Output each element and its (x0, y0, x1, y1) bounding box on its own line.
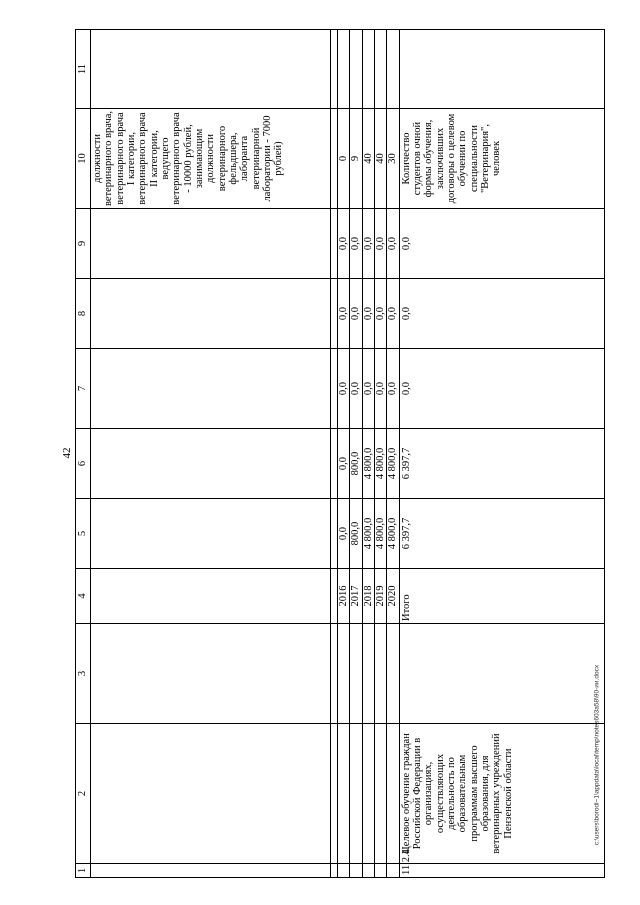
cell-empty (91, 624, 331, 724)
continued-block-text-row (91, 30, 331, 878)
col-header-10: 10 (76, 109, 91, 209)
year-row (374, 30, 386, 878)
value-col6: 800,0 (350, 429, 362, 499)
footer-file-path: c:\users\borodi~1\appdata\local\temp\notes603a58\90-ии.docx (593, 664, 601, 846)
cell-empty (91, 209, 331, 279)
column-number-row (76, 30, 91, 878)
col-header-7: 7 (76, 349, 91, 429)
value-col6: 4 800,0 (362, 429, 374, 499)
year-row (338, 30, 350, 878)
value-col8: 0,0 (362, 279, 374, 349)
page-number: 42 (61, 447, 73, 459)
indicator-text-continued: должности ветеринарного врача, ветеринарного врача I категории, ветеринарного врача II категории, ведущего ветеринарного врача - 10000 рублей, занимающим должности ветеринарного фельдшера, лаборанта ветеринарной лаборатории - 7000 рублей) (91, 109, 331, 209)
value-col9: 0,0 (338, 209, 350, 279)
value-col5: 0,0 (338, 499, 350, 569)
total-col9: 0,0 (399, 209, 604, 279)
item-name: Целевое обучение граждан Российской Федерации в организациях, осуществляющих деятельность по образовательным программам высшего образования, для ветеринарных учреждений Пензенской области (399, 724, 604, 864)
year-row (350, 30, 362, 878)
value-col5: 4 800,0 (387, 499, 399, 569)
year-cell: 2019 (374, 569, 386, 624)
value-col8: 0,0 (350, 279, 362, 349)
year-cell: 2017 (350, 569, 362, 624)
value-col7: 0,0 (338, 349, 350, 429)
value-col5: 4 800,0 (374, 499, 386, 569)
year-row (362, 30, 374, 878)
program-measures-table (75, 29, 605, 878)
cell-empty (91, 864, 331, 878)
value-col10: 40 (374, 109, 386, 209)
col-header-6: 6 (76, 429, 91, 499)
item-number: 11.2.4. (399, 864, 604, 878)
value-col6: 4 800,0 (374, 429, 386, 499)
value-col8: 0,0 (338, 279, 350, 349)
item-total-row (399, 30, 604, 878)
value-col10: 0 (338, 109, 350, 209)
col-header-4: 4 (76, 569, 91, 624)
cell-empty (91, 279, 331, 349)
total-col6: 6 397,7 (399, 429, 604, 499)
value-col7: 0,0 (387, 349, 399, 429)
value-col7: 0,0 (374, 349, 386, 429)
cell-empty (399, 624, 604, 724)
total-col7: 0,0 (399, 349, 604, 429)
col-header-5: 5 (76, 499, 91, 569)
cell-empty (91, 499, 331, 569)
cell-empty (91, 724, 331, 864)
spacer-row (331, 30, 338, 878)
cell-empty (91, 569, 331, 624)
col-header-1: 1 (76, 864, 91, 878)
value-col9: 0,0 (362, 209, 374, 279)
value-col10: 40 (362, 109, 374, 209)
total-label: Итого (399, 569, 604, 624)
col-header-11: 11 (76, 30, 91, 109)
value-col8: 0,0 (374, 279, 386, 349)
cell-empty (91, 429, 331, 499)
year-row (387, 30, 399, 878)
rotated-table-container (75, 30, 605, 878)
col-header-2: 2 (76, 724, 91, 864)
year-cell: 2016 (338, 569, 350, 624)
value-col6: 0,0 (338, 429, 350, 499)
year-cell: 2020 (387, 569, 399, 624)
value-col9: 0,0 (350, 209, 362, 279)
value-col9: 0,0 (374, 209, 386, 279)
year-cell: 2018 (362, 569, 374, 624)
cell-empty (399, 30, 604, 109)
value-col8: 0,0 (387, 279, 399, 349)
value-col5: 4 800,0 (362, 499, 374, 569)
item-indicator: Количество студентов очной формы обучения, заключивших договоры о целевом обучении по специальности "Ветеринария", человек (399, 109, 604, 209)
cell-empty (91, 30, 331, 109)
value-col9: 0,0 (387, 209, 399, 279)
col-header-3: 3 (76, 624, 91, 724)
value-col7: 0,0 (350, 349, 362, 429)
value-col5: 800,0 (350, 499, 362, 569)
cell-empty (91, 349, 331, 429)
value-col10: 9 (350, 109, 362, 209)
col-header-8: 8 (76, 279, 91, 349)
value-col7: 0,0 (362, 349, 374, 429)
value-col6: 4 800,0 (387, 429, 399, 499)
value-col10: 30 (387, 109, 399, 209)
col-header-9: 9 (76, 209, 91, 279)
total-col8: 0,0 (399, 279, 604, 349)
total-col5: 6 397,7 (399, 499, 604, 569)
